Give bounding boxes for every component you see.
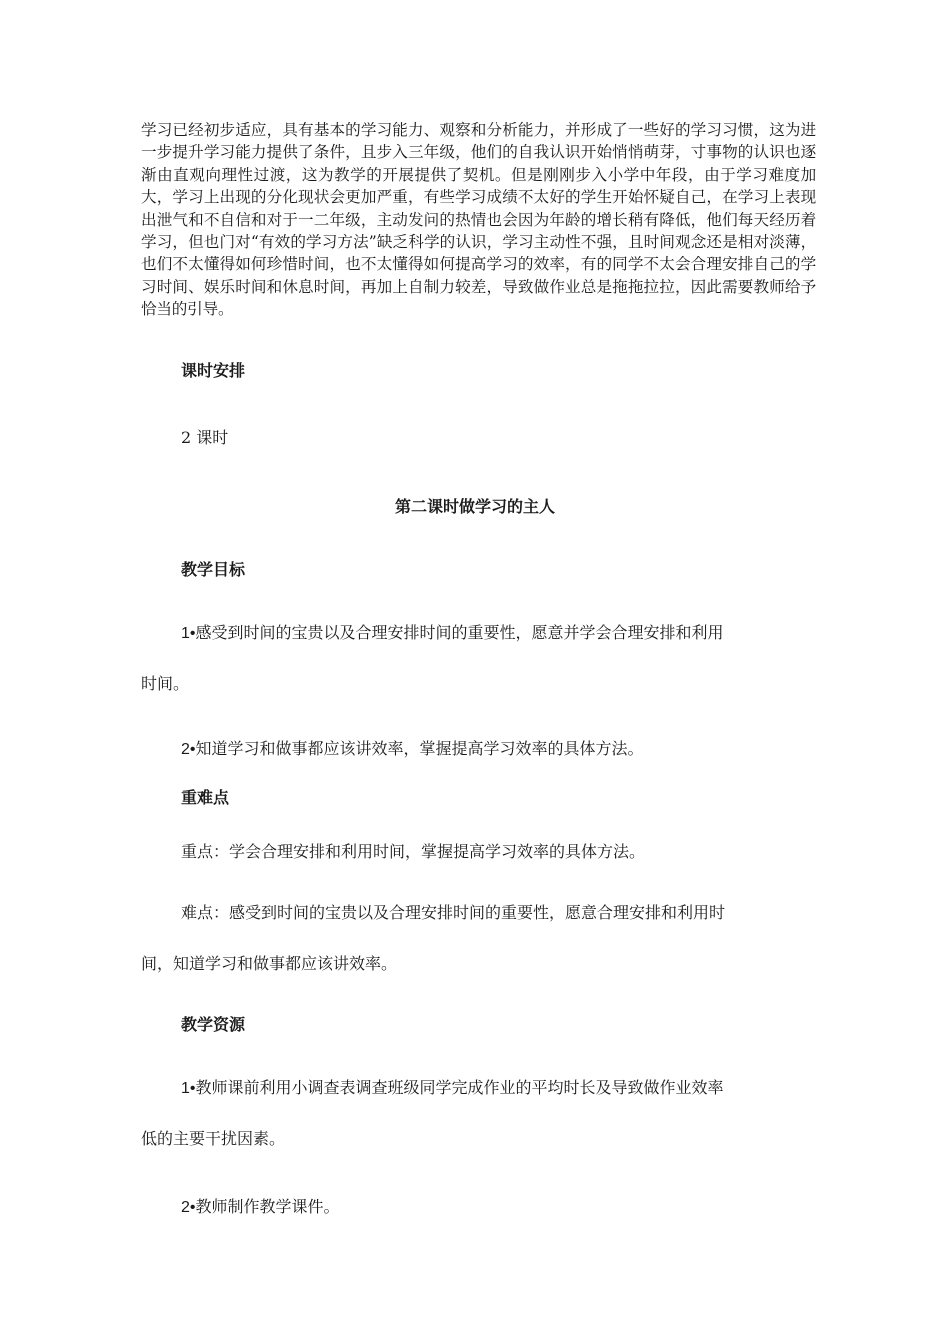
- goals-heading: 教学目标: [181, 560, 246, 579]
- resource-item-1-continuation: 低的主要干扰因素。: [141, 1129, 286, 1148]
- goal-item-1-number: 1•: [181, 625, 196, 642]
- resource-item-2: [181, 1196, 340, 1219]
- goal-item-2: [181, 738, 644, 761]
- goal-item-2-number: 2•: [181, 741, 196, 758]
- resource-item-2-text: 教师制作教学课件。: [195, 1197, 340, 1216]
- goal-item-1: [181, 622, 724, 645]
- goal-item-2-text: 知道学习和做事都应该讲效率，掌握提高学习效率的具体方法。: [195, 739, 644, 758]
- resources-heading: 教学资源: [181, 1015, 246, 1034]
- lesson-title: 第二课时做学习的主人: [394, 497, 555, 516]
- goal-item-1-continuation: 时间。: [141, 674, 190, 693]
- key-points-heading: 重难点: [181, 788, 230, 807]
- resource-item-1-number: 1•: [181, 1080, 196, 1097]
- goal-item-1-text: 感受到时间的宝贵以及合理安排时间的重要性，愿意并学会合理安排和利用: [195, 623, 724, 642]
- difficulty-point-continuation: 间，知道学习和做事都应该讲效率。: [141, 954, 398, 973]
- schedule-value: 2 课时: [181, 428, 229, 447]
- schedule-heading: 课时安排: [181, 361, 246, 380]
- resource-item-2-number: 2•: [181, 1199, 196, 1216]
- resource-item-1-text: 教师课前利用小调查表调查班级同学完成作业的平均时长及导致做作业效率: [195, 1078, 724, 1097]
- difficulty-point: 难点：感受到时间的宝贵以及合理安排时间的重要性，愿意合理安排和利用时: [181, 903, 726, 922]
- resource-item-1: [181, 1077, 724, 1100]
- intro-paragraph: 学习已经初步适应，具有基本的学习能力、观察和分析能力，并形成了一些好的学习习惯，这为进一步提升学习能力提供了条件，且步入三年级，他们的自我认识开始悄悄萌芽，寸事物的认识也逐渐由直观向理性过渡，这为教学的开展提供了契机。但是刚刚步入小学中年段，由于学习难度加大，学习上出现的分化现状会更加严重，有些学习成绩不太好的学生开始怀疑自己，在学习上表现出泄气和不自信和对于一二年级，主动发问的热情也会因为年龄的增长稍有降低，他们每天经历着学习，但也门对“有效的学习方法”缺乏科学的认识，学习主动性不强，且时间观念还是相对淡薄，也们不太懂得如何珍惜时间，也不太懂得如何提高学习的效率，有的同学不太会合理安排自己的学习时间、娱乐时间和休息时间，再加上自制力较差，导致做作业总是拖拖拉拉，因此需要教师给予恰当的引导。: [141, 121, 816, 319]
- focus-point: 重点：学会合理安排和利用时间，掌握提高学习效率的具体方法。: [181, 842, 646, 861]
